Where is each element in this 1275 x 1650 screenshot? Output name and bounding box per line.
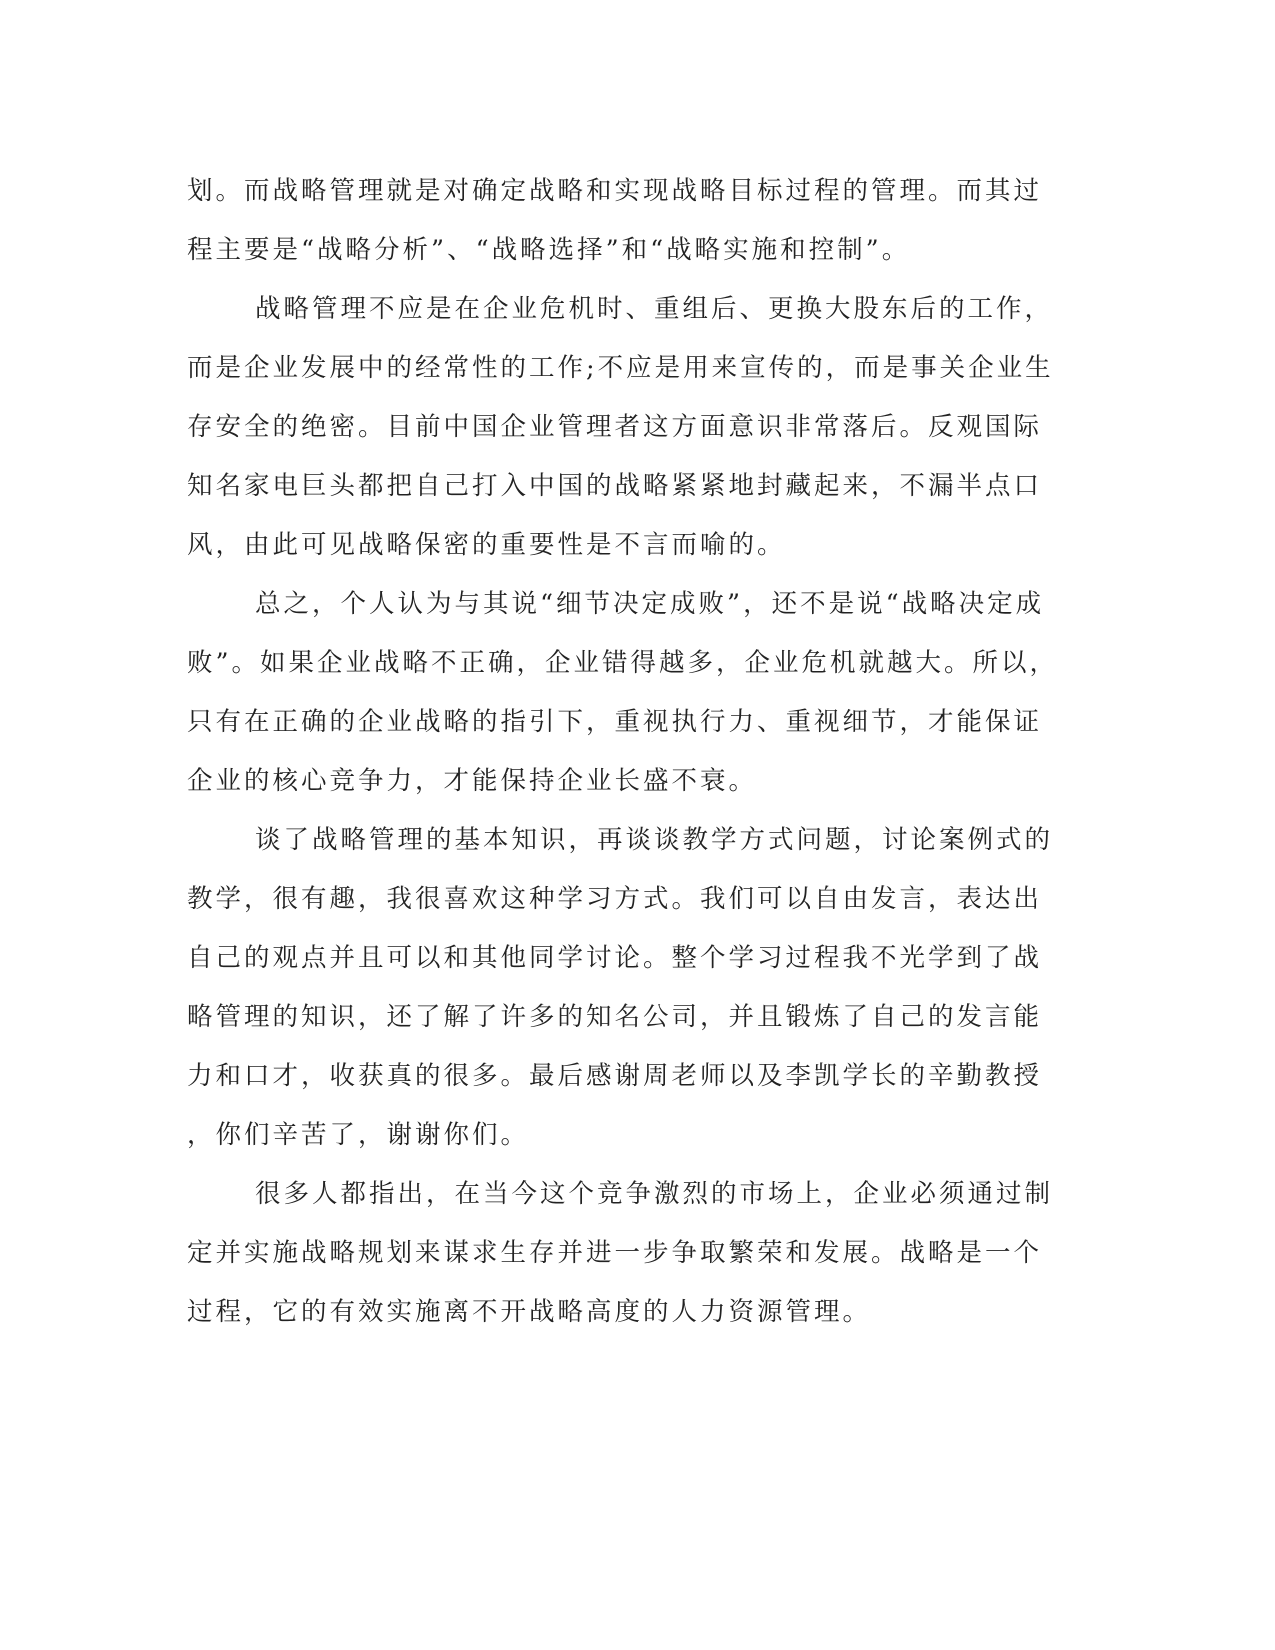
text-line: 败”。如果企业战略不正确，企业错得越多，企业危机就越大。所以， [187,648,1059,678]
paragraph-4 [187,811,1067,1165]
text-line: 知名家电巨头都把自己打入中国的战略紧紧地封藏起来，不漏半点口 [187,471,1043,501]
text-line: 谈了战略管理的基本知识，再谈谈教学方式问题，讨论案例式的 [255,825,1054,855]
text-line: 风，由此可见战略保密的重要性是不言而喻的。 [187,530,786,560]
text-line: 力和口才，收获真的很多。最后感谢周老师以及李凯学长的辛勤教授 [187,1061,1043,1091]
document-body [187,162,1067,1342]
text-line: 划。而战略管理就是对确定战略和实现战略目标过程的管理。而其过 [187,176,1043,206]
text-line: 存安全的绝密。目前中国企业管理者这方面意识非常落后。反观国际 [187,412,1043,442]
text-line: 程主要是“战略分析”、“战略选择”和“战略实施和控制”。 [187,235,911,265]
paragraph-2 [187,280,1067,575]
text-line: 定并实施战略规划来谋求生存并进一步争取繁荣和发展。战略是一个 [187,1238,1043,1268]
text-line: 过程，它的有效实施离不开战略高度的人力资源管理。 [187,1297,872,1327]
text-line: 略管理的知识，还了解了许多的知名公司，并且锻炼了自己的发言能 [187,1002,1043,1032]
text-line: ，你们辛苦了，谢谢你们。 [187,1120,530,1150]
text-line: 很多人都指出，在当今这个竞争激烈的市场上，企业必须通过制 [255,1179,1054,1209]
text-line: 总之，个人认为与其说“细节决定成败”，还不是说“战略决定成 [255,589,1045,619]
text-line: 企业的核心竞争力，才能保持企业长盛不衰。 [187,766,758,796]
text-line: 而是企业发展中的经常性的工作;不应是用来宣传的，而是事关企业生 [187,353,1054,383]
text-line: 自己的观点并且可以和其他同学讨论。整个学习过程我不光学到了战 [187,943,1043,973]
paragraph-5 [187,1165,1067,1342]
text-line: 教学，很有趣，我很喜欢这种学习方式。我们可以自由发言，表达出 [187,884,1043,914]
paragraph-1 [187,162,1067,280]
text-line: 只有在正确的企业战略的指引下，重视执行力、重视细节，才能保证 [187,707,1043,737]
text-line: 战略管理不应是在企业危机时、重组后、更换大股东后的工作， [255,294,1054,324]
paragraph-3 [187,575,1067,811]
